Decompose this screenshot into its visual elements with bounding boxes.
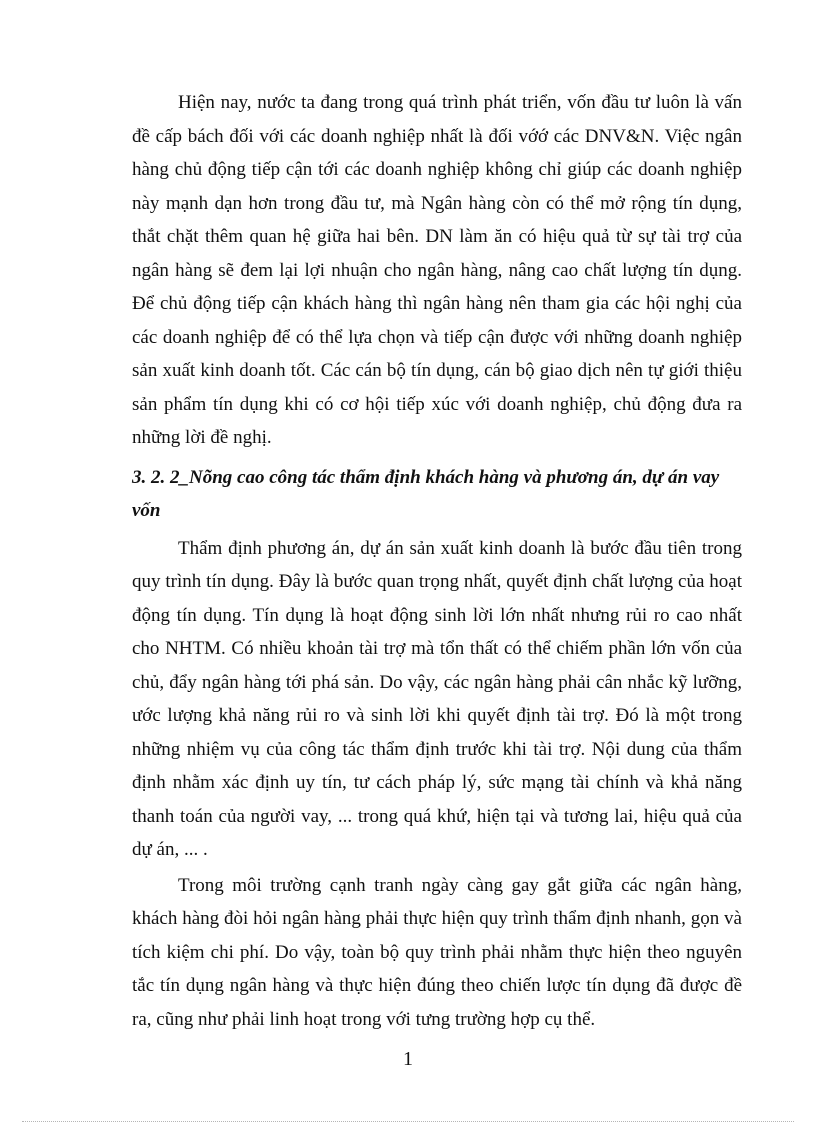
paragraph-competition: Trong môi trường cạnh tranh ngày càng gay gắt giữa các ngân hàng, khách hàng đòi hỏi ngân hàng phải thực hiện quy trình thẩm định nhanh, gọn và tích kiệm chi phí. Do vậy, toàn bộ quy trình phải nhằm thực hiện theo nguyên tắc tín dụng ngân hàng và thực hiện đúng theo chiến lược tín dụng đã được đề ra, cũng như phải linh hoạt trong với tưng trường hợp cụ thể. xyxy=(132,874,742,1030)
paragraph-appraisal: Thẩm định phương án, dự án sản xuất kinh doanh là bước đầu tiên trong quy trình tín dụng. Đây là bước quan trọng nhất, quyết định chất lượng của hoạt động tín dụng. Tín dụng là hoạt động sinh lời lớn nhất nhưng rủi ro cao nhất cho NHTM. Có nhiều khoản tài trợ mà tổn thất có thể chiếm phần lớn vốn của chủ, đẩy ngân hàng tới phá sản. Do vậy, các ngân hàng phải cân nhắc kỹ lưỡng, ước lượng khả năng rủi ro và sinh lời khi quyết định tài trợ. Đó là một trong những nhiệm vụ của công tác thẩm định trước khi tài trợ. Nội dung của thẩm định nhằm xác định uy tín, tư cách pháp lý, sức mạng tài chính và khả năng thanh toán của người vay, ... trong quá khứ, hiện tại và tương lai, hiệu quả của dự án, ... . xyxy=(132,537,742,860)
section-heading: 3. 2. 2_Nõng cao công tác thẩm định khách hàng và phương án, dự án vay vốn xyxy=(132,466,720,521)
page-number: 1 xyxy=(403,1048,413,1070)
document-body xyxy=(132,86,742,1036)
paragraph-bank-approach: Hiện nay, nước ta đang trong quá trình phát triển, vốn đầu tư luôn là vấn đề cấp bách đối với các doanh nghiệp nhất là đối vớớ các DNV&N. Việc ngân hàng chủ động tiếp cận tới các doanh nghiệp không chỉ giúp các doanh nghiệp này mạnh dạn hơn trong đầu tư, mà Ngân hàng còn có thể mở rộng tín dụng, thắt chặt thêm quan hệ giữa hai bên. DN làm ăn có hiệu quả từ sự tài trợ của ngân hàng sẽ đem lại lợi nhuận cho ngân hàng, nâng cao chất lượng tín dụng. Để chủ động tiếp cận khách hàng thì ngân hàng nên tham gia các hội nghị của các doanh nghiệp để có thể lựa chọn và tiếp cận được với những doanh nghiệp sản xuất kinh doanh tốt. Các cán bộ tín dụng, cán bộ giao dịch nên tự giới thiệu sản phẩm tín dụng khi có cơ hội tiếp xúc với doanh nghiệp, chủ động đưa ra những lời đề nghị. xyxy=(132,92,742,448)
page-bottom-divider xyxy=(22,1121,794,1122)
